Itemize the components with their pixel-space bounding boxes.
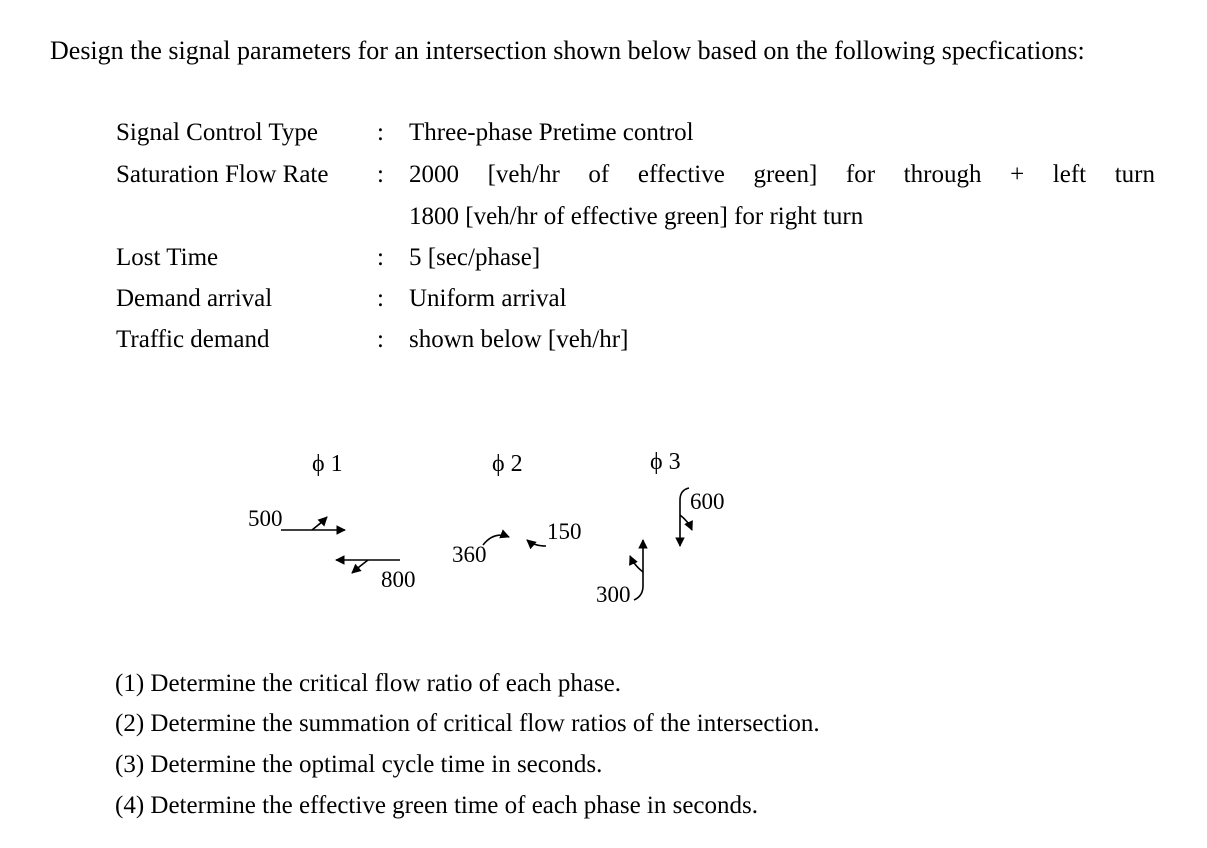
spec-label-arrival: Demand arrival [116,285,273,312]
phase-2-label: ϕ 2 [492,451,523,477]
spec-value-control-type: Three-phase Pretime control [409,119,694,146]
sat-word: for [845,161,876,188]
spec-label-demand: Traffic demand [116,326,270,353]
question-1: (1) Determine the critical flow ratio of each phase. [115,670,622,697]
phase-3-label: ϕ 3 [650,449,681,475]
phase-1-eastbound-arrow [281,517,345,530]
sat-word: of [588,161,610,188]
phase-3-southbound-arrow [680,488,692,546]
sat-word: 2000 [409,161,459,188]
sat-word: turn [1114,161,1155,188]
question-3: (3) Determine the optimal cycle time in seconds. [115,751,603,778]
problem-title: Design the signal parameters for an intersection shown below based on the following specfications: [50,36,1085,65]
sat-word: [veh/hr [487,161,560,188]
sat-word: through [903,161,982,188]
spec-value-lost-time: 5 [sec/phase] [409,244,541,271]
spec-value-saturation-line2: 1800 [veh/hr of effective green] for right turn [409,203,864,230]
spec-colon: : [377,161,384,188]
sat-word: effective [637,161,725,188]
spec-colon: : [377,244,384,271]
phase-3-nb-volume: 300 [596,582,631,607]
phase-2-left-volume: 360 [452,542,487,567]
spec-colon: : [377,119,384,146]
phase-1-label: ϕ 1 [312,451,343,477]
spec-value-arrival: Uniform arrival [409,285,567,312]
phase-2-left-movement-arrow [483,535,509,545]
spec-colon: : [377,285,384,312]
phase-2-right-movement-arrow [527,540,546,546]
spec-label-lost-time: Lost Time [116,244,219,271]
spec-label-control-type: Signal Control Type [116,119,318,146]
phase-1-westbound-arrow [336,560,400,573]
sat-word: + [1010,161,1025,188]
phase-1-eb-volume: 500 [248,506,283,531]
question-2: (2) Determine the summation of critical flow ratios of the intersection. [115,710,820,737]
spec-colon: : [377,326,384,353]
phase-2-right-volume: 150 [547,519,582,544]
phase-3-sb-volume: 600 [690,489,725,514]
sat-word: green] [753,161,818,188]
phase-1-wb-volume: 800 [381,567,416,592]
question-4: (4) Determine the effective green time of each phase in seconds. [115,792,759,819]
spec-value-demand: shown below [veh/hr] [409,326,629,353]
spec-label-saturation: Saturation Flow Rate [116,161,329,188]
phase-3-northbound-arrow [630,540,643,600]
sat-word: left [1052,161,1087,188]
